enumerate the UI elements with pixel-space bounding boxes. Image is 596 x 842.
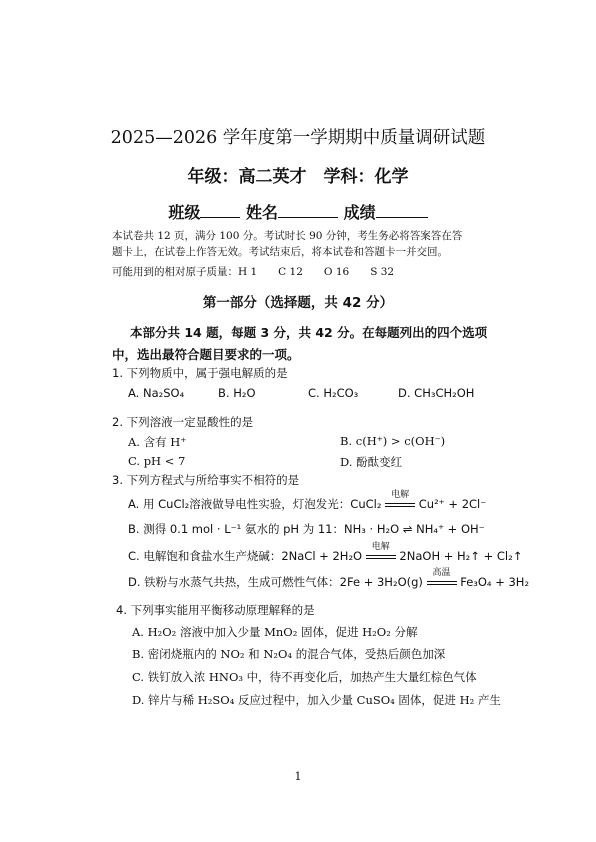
q4-option-a: A. H₂O₂ 溶液中加入少量 MnO₂ 固体，促进 H₂O₂ 分解 <box>132 625 418 639</box>
q3-option-d-products: Fe₃O₄ + 3H₂ <box>460 575 530 589</box>
q1-option-b: B. H₂O <box>218 386 256 400</box>
instructions-line-1: 本试卷共 12 页，满分 100 分。考试时长 90 分钟，考生务必将答案答在答 <box>112 230 463 242</box>
q3-option-a-products: Cu²⁺ + 2Cl⁻ <box>418 497 487 511</box>
page-number: 1 <box>294 770 302 783</box>
q3-option-c-products: 2NaOH + H₂↑ + Cl₂↑ <box>399 549 523 563</box>
q3-option-b-text: B. 测得 0.1 mol · L⁻¹ 氨水的 pH 为 11：NH₃ · H₂O <box>128 522 400 536</box>
grade-subject: 年级：高二英才 学科：化学 <box>187 167 409 187</box>
q1-option-a: A. Na₂SO₄ <box>128 386 185 400</box>
atomic-masses: 可能用到的相对原子质量：H 1 C 12 O 16 S 32 <box>112 266 395 278</box>
q3-option-d <box>128 568 530 590</box>
part1-desc-1: 本部分共 14 题，每题 3 分，共 42 分。在每题列出的四个选项 <box>130 325 488 340</box>
student-info-line <box>0 200 596 223</box>
q2-option-d: D. 酚酞变红 <box>340 455 403 469</box>
electrolysis-arrow-c <box>366 542 396 563</box>
condition-label-d: 高温 <box>432 568 451 578</box>
q4-option-d: D. 锌片与稀 H₂SO₄ 反应过程中，加入少量 CuSO₄ 固体，促进 H₂ 产生 <box>132 693 501 707</box>
q3-option-a <box>128 490 487 512</box>
class-label: 班级 <box>168 203 201 222</box>
equilibrium-arrow-icon: ⇌ <box>402 522 413 536</box>
q2-option-c: C. pH < 7 <box>128 454 186 468</box>
equals-sign-icon <box>427 581 457 585</box>
condition-label-c: 电解 <box>371 542 390 552</box>
name-label: 姓名 <box>245 203 278 222</box>
score-label: 成绩 <box>343 203 376 222</box>
q3-option-a-text: A. 用 CuCl₂溶液做导电性实验，灯泡发光：CuCl₂ <box>128 497 382 511</box>
equals-sign-icon <box>385 503 415 507</box>
equals-sign-icon <box>366 555 396 559</box>
part1-desc-2: 中，选出最符合题目要求的一项。 <box>112 347 300 362</box>
q4-option-b: B. 密闭烧瓶内的 NO₂ 和 N₂O₄ 的混合气体，受热后颜色加深 <box>132 647 446 661</box>
q3-option-b <box>128 521 485 537</box>
q1-option-d: D. CH₃CH₂OH <box>398 386 475 400</box>
q3-option-c-text: C. 电解饱和食盐水生产烧碱：2NaCl + 2H₂O <box>128 549 363 563</box>
q4-option-c: C. 铁钉放入浓 HNO₃ 中，待不再变化后，加热产生大量红棕色气体 <box>132 670 477 684</box>
name-blank <box>278 203 338 218</box>
question-1-stem: 1. 下列物质中，属于强电解质的是 <box>112 366 288 380</box>
condition-label-a: 电解 <box>391 490 410 500</box>
question-4-stem: 4. 下列事实能用平衡移动原理解释的是 <box>116 603 315 617</box>
question-3-stem: 3. 下列方程式与所给事实不相符的是 <box>112 473 300 487</box>
electrolysis-arrow-a <box>385 490 415 511</box>
class-blank <box>200 203 240 218</box>
q3-option-c <box>128 542 523 564</box>
exam-title: 2025—2026 学年度第一学期期中质量调研试题 <box>110 128 486 148</box>
high-temp-arrow-d <box>427 568 457 589</box>
q2-option-a: A. 含有 H⁺ <box>128 435 187 449</box>
q3-option-b-products: NH₄⁺ + OH⁻ <box>416 522 485 536</box>
q3-option-d-text: D. 铁粉与水蒸气共热，生成可燃性气体：2Fe + 3H₂O(g) <box>128 575 423 589</box>
q2-option-b: B. c(H⁺) > c(OH⁻) <box>340 434 446 448</box>
score-blank <box>376 203 428 218</box>
question-2-stem: 2. 下列溶液一定显酸性的是 <box>112 415 254 429</box>
q1-option-c: C. H₂CO₃ <box>308 386 359 400</box>
instructions-line-2: 题卡上，在试卷上作答无效。考试结束后，将本试卷和答题卡一并交回。 <box>112 246 448 258</box>
part1-title: 第一部分（选择题，共 42 分） <box>202 295 394 311</box>
